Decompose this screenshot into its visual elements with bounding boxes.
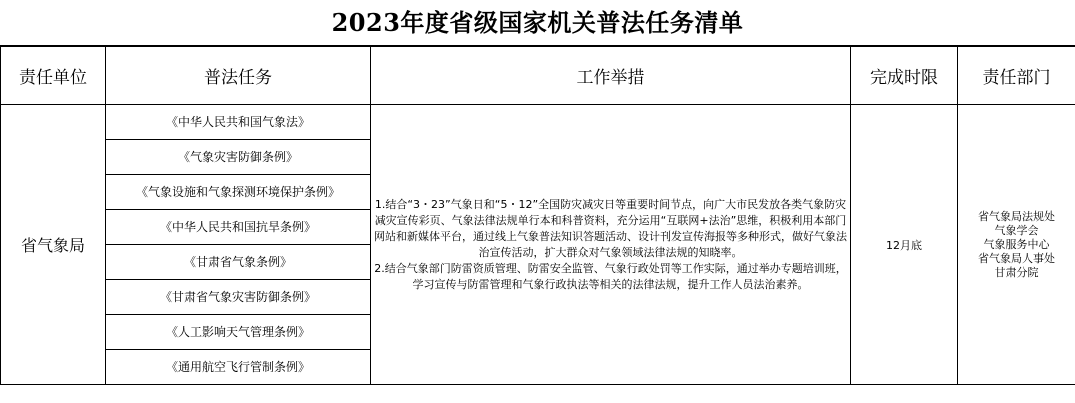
header-measure: 工作举措: [371, 47, 851, 105]
header-dept: 责任部门: [958, 47, 1075, 105]
task-item: 《甘肃省气象条例》: [106, 245, 371, 280]
task-item: 《中华人民共和国抗旱条例》: [106, 210, 371, 245]
department-item: 省气象局人事处: [978, 251, 1055, 265]
header-task: 普法任务: [106, 47, 371, 105]
header-unit: 责任单位: [1, 47, 106, 105]
department-item: 甘肃分院: [994, 265, 1039, 279]
document-title: 2023年度省级国家机关普法任务清单: [0, 0, 1075, 46]
task-item: 《气象设施和气象探测环境保护条例》: [106, 175, 371, 210]
task-item: 《通用航空飞行管制条例》: [106, 350, 371, 385]
measure-item: 1.结合“3・23”气象日和“5・12”全国防灾减灾日等重要时间节点，向广大市民发放各类气象防灾减灾宣传彩页、气象法律法规单行本和科普资料，充分运用“互联网+法治”思维，积极利用本部门网站和新媒体平台，通过线上气象普法知识答题活动、设计刊发宣传海报等多种形式，做好气象法治宣传活动，扩大群众对气象领域法律法规的知晓率。: [374, 197, 847, 259]
task-item: 《甘肃省气象灾害防御条例》: [106, 280, 371, 315]
table-row: [1, 105, 1075, 140]
responsible-departments: [958, 105, 1075, 385]
header-row: [1, 47, 1075, 105]
measure-item: 2.结合气象部门防雷资质管理、防雷安全监管、气象行政处罚等工作实际，通过举办专题培训班，学习宣传与防雷管理和气象行政执法等相关的法律法规，提升工作人员法治素养。: [374, 261, 847, 291]
task-item: 《气象灾害防御条例》: [106, 140, 371, 175]
department-item: 省气象局法规处: [978, 209, 1055, 223]
task-item: 《人工影响天气管理条例》: [106, 315, 371, 350]
task-item: 《中华人民共和国气象法》: [106, 105, 371, 140]
department-item: 气象服务中心: [983, 237, 1050, 251]
task-table: [0, 46, 1075, 385]
department-item: 气象学会: [994, 223, 1039, 237]
work-measures: [371, 105, 851, 385]
deadline: 12月底: [851, 105, 958, 385]
responsible-unit: 省气象局: [1, 105, 106, 385]
header-deadline: 完成时限: [851, 47, 958, 105]
